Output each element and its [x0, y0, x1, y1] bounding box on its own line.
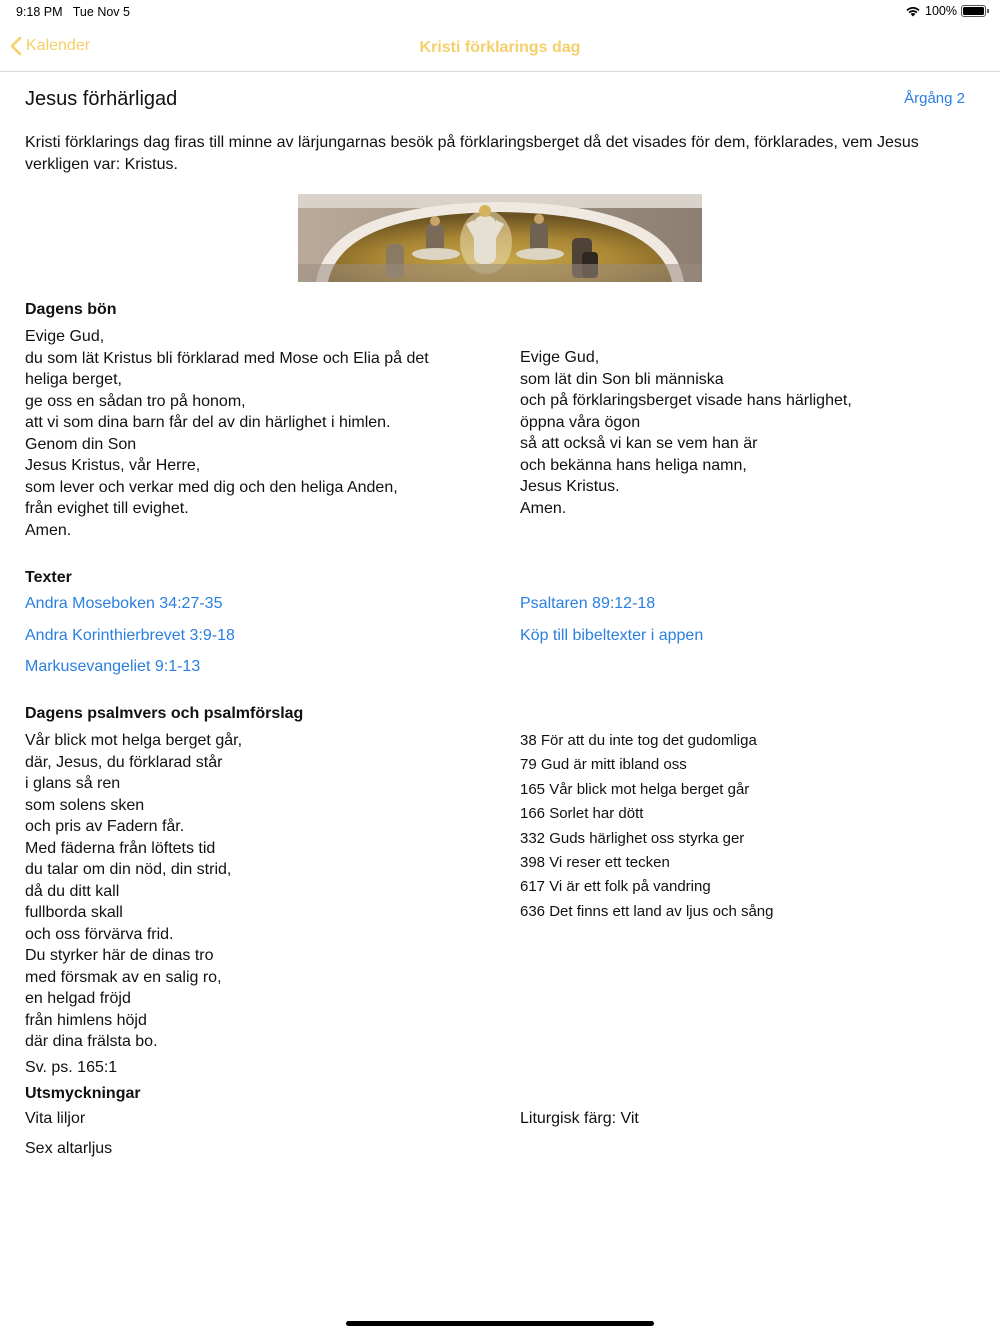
prayer-line: och bekänna hans heliga namn, — [520, 456, 747, 474]
verse-line: då du ditt kall — [25, 882, 120, 900]
hymn-suggestion: 38 För att du inte tog det gudomliga — [520, 732, 757, 749]
hymn-suggestions — [520, 729, 970, 924]
prayer-line: så att också vi kan se vem han är — [520, 435, 758, 452]
decorations-heading: Utsmyckningar — [25, 1085, 141, 1102]
prayer-line: och på förklaringsberget visade hans härlighet, — [520, 392, 852, 409]
verse-line: Du styrker här de dinas tro — [25, 947, 214, 964]
prayer-line: du som lät Kristus bli förklarad med Mose och Elia på det — [25, 349, 429, 367]
verse-line: där, Jesus, du förklarad står — [25, 753, 223, 771]
prayer-line: Evige Gud, — [25, 328, 105, 345]
hymn-suggestion: 79 Gud är mitt ibland oss — [520, 756, 687, 774]
home-indicator[interactable] — [346, 1321, 654, 1326]
hymns-heading: Dagens psalmvers och psalmförslag — [25, 705, 304, 722]
prayer-line: som lever och verkar med dig och den heliga Anden, — [25, 478, 398, 496]
status-indicators — [905, 4, 986, 18]
verse-line: och oss förvärva frid. — [25, 925, 174, 943]
prayer-line: Amen. — [520, 499, 567, 517]
decorations-item: Sex altarljus — [25, 1140, 113, 1157]
hymn-verse — [25, 730, 495, 1078]
nav-title: Kristi förklarings dag — [419, 39, 581, 56]
prayer-left-column — [25, 326, 495, 541]
hymn-suggestion: 398 Vi reser ett tecken — [520, 854, 670, 872]
verse-line: en helgad fröjd — [25, 990, 131, 1007]
intro-text: Kristi förklarings dag firas till minne av lärjungarnas besök på förklaringsberget då det visades för dem, förklarades, vem Jesus verkligen var: Kristus. — [25, 134, 919, 173]
prayer-line: Jesus Kristus. — [520, 478, 620, 495]
status-time — [16, 5, 130, 19]
hymn-suggestion: 332 Guds härlighet oss styrka ger — [520, 829, 745, 847]
hymn-suggestion: 617 Vi är ett folk på vandring — [520, 878, 711, 896]
liturgical-color: Liturgisk färg: Vit — [520, 1110, 639, 1127]
verse-line: fullborda skall — [25, 904, 123, 921]
transfiguration-mosaic-image — [298, 194, 702, 282]
hymn-source: Sv. ps. 165:1 — [25, 1058, 118, 1076]
bible-text-link[interactable]: Markusevangeliet 9:1-13 — [25, 658, 201, 675]
status-date: Tue Nov 5 — [72, 5, 130, 19]
prayer-line: att vi som dina barn får del av din härlighet i himlen. — [25, 414, 391, 431]
prayer-line: Genom din Son — [25, 435, 137, 453]
verse-line: från himlens höjd — [25, 1011, 147, 1029]
status-bar — [0, 0, 1000, 24]
prayer-line: heliga berget, — [25, 371, 122, 388]
prayer-right-column — [520, 347, 970, 519]
back-button-label: Kalender — [26, 37, 91, 54]
bible-text-link[interactable]: Psaltaren 89:12-18 — [520, 595, 656, 612]
prayer-line: öppna våra ögon — [520, 413, 641, 431]
verse-line: och pris av Fadern får. — [25, 818, 185, 835]
hymn-suggestion: 165 Vår blick mot helga berget går — [520, 780, 750, 798]
prayer-heading: Dagens bön — [25, 301, 117, 318]
verse-line: Med fäderna från löftets tid — [25, 839, 216, 857]
verse-line: du talar om din nöd, din strid, — [25, 861, 232, 878]
wifi-icon — [905, 5, 921, 17]
prayer-line: Evige Gud, — [520, 349, 600, 366]
navigation-bar — [0, 24, 1000, 72]
battery-icon — [961, 5, 986, 17]
status-clock: 9:18 PM — [16, 5, 63, 19]
prayer-line: som lät din Son bli människa — [520, 370, 724, 388]
prayer-line: Jesus Kristus, vår Herre, — [25, 457, 201, 474]
verse-line: Vår blick mot helga berget går, — [25, 732, 243, 749]
verse-line: i glans så ren — [25, 775, 121, 792]
bible-text-link[interactable]: Andra Korinthierbrevet 3:9-18 — [25, 627, 235, 644]
bible-text-link[interactable]: Andra Moseboken 34:27-35 — [25, 595, 223, 612]
prayer-line: ge oss en sådan tro på honom, — [25, 392, 246, 410]
hymn-suggestion: 636 Det finns ett land av ljus och sång — [520, 902, 774, 920]
hymn-suggestion: 166 Sorlet har dött — [520, 805, 644, 823]
buy-bible-texts-link[interactable]: Köp till bibeltexter i appen — [520, 627, 704, 644]
verse-line: där dina frälsta bo. — [25, 1033, 158, 1050]
verse-line: med försmak av en salig ro, — [25, 968, 222, 986]
page-title: Jesus förhärligad — [25, 88, 178, 110]
prayer-line: Amen. — [25, 521, 72, 539]
decorations-item: Vita liljor — [25, 1110, 86, 1127]
verse-line: som solens sken — [25, 796, 145, 814]
year-cycle-link[interactable]: Årgång 2 — [904, 90, 965, 107]
texts-heading: Texter — [25, 569, 72, 586]
prayer-line: från evighet till evighet. — [25, 500, 189, 517]
battery-percent: 100% — [925, 4, 957, 18]
